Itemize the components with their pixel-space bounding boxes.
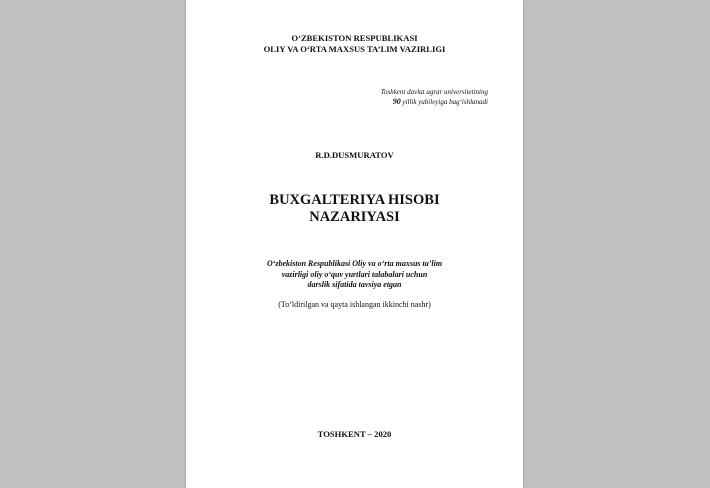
city-year: TOSHKENT – 2020 [317,429,392,439]
book-title-line-1: BUXGALTERIYA HISOBI [269,192,440,208]
dedication-number: 90 [392,97,401,106]
book-title-line-2: NAZARIYASI [309,209,400,225]
recommendation-line-1: O‘zbekiston Respublikasi Oliy va o‘rta maxsus ta’lim [266,259,443,268]
ministry-line-2: OLIY VA O‘RTA MAXSUS TA’LIM VAZIRLIGI [263,44,446,54]
document-page [186,0,523,488]
ministry-line-1: O‘ZBEKISTON RESPUBLIKASI [291,33,418,43]
dedication-line-2 [381,97,488,107]
author-name: R.D.DUSMURATOV [315,150,394,160]
dedication-line-2-text: yillik yubileyiga bag‘ishlanadi [400,98,488,106]
ministry-header [186,33,523,55]
recommendation-text [186,259,523,291]
book-title [186,192,523,226]
dedication-note [381,87,488,107]
edition-note: (To‘ldirilgan va qayta ishlangan ikkinchi nashr) [278,300,431,309]
dedication-line-1: Toshkent davlat agrar universitetining [380,88,488,96]
recommendation-line-3: darslik sifatida tavsiya etgan [307,280,402,289]
recommendation-line-2: vazirligi oliy o‘quv yurtlari talabalari uchun [281,269,428,279]
